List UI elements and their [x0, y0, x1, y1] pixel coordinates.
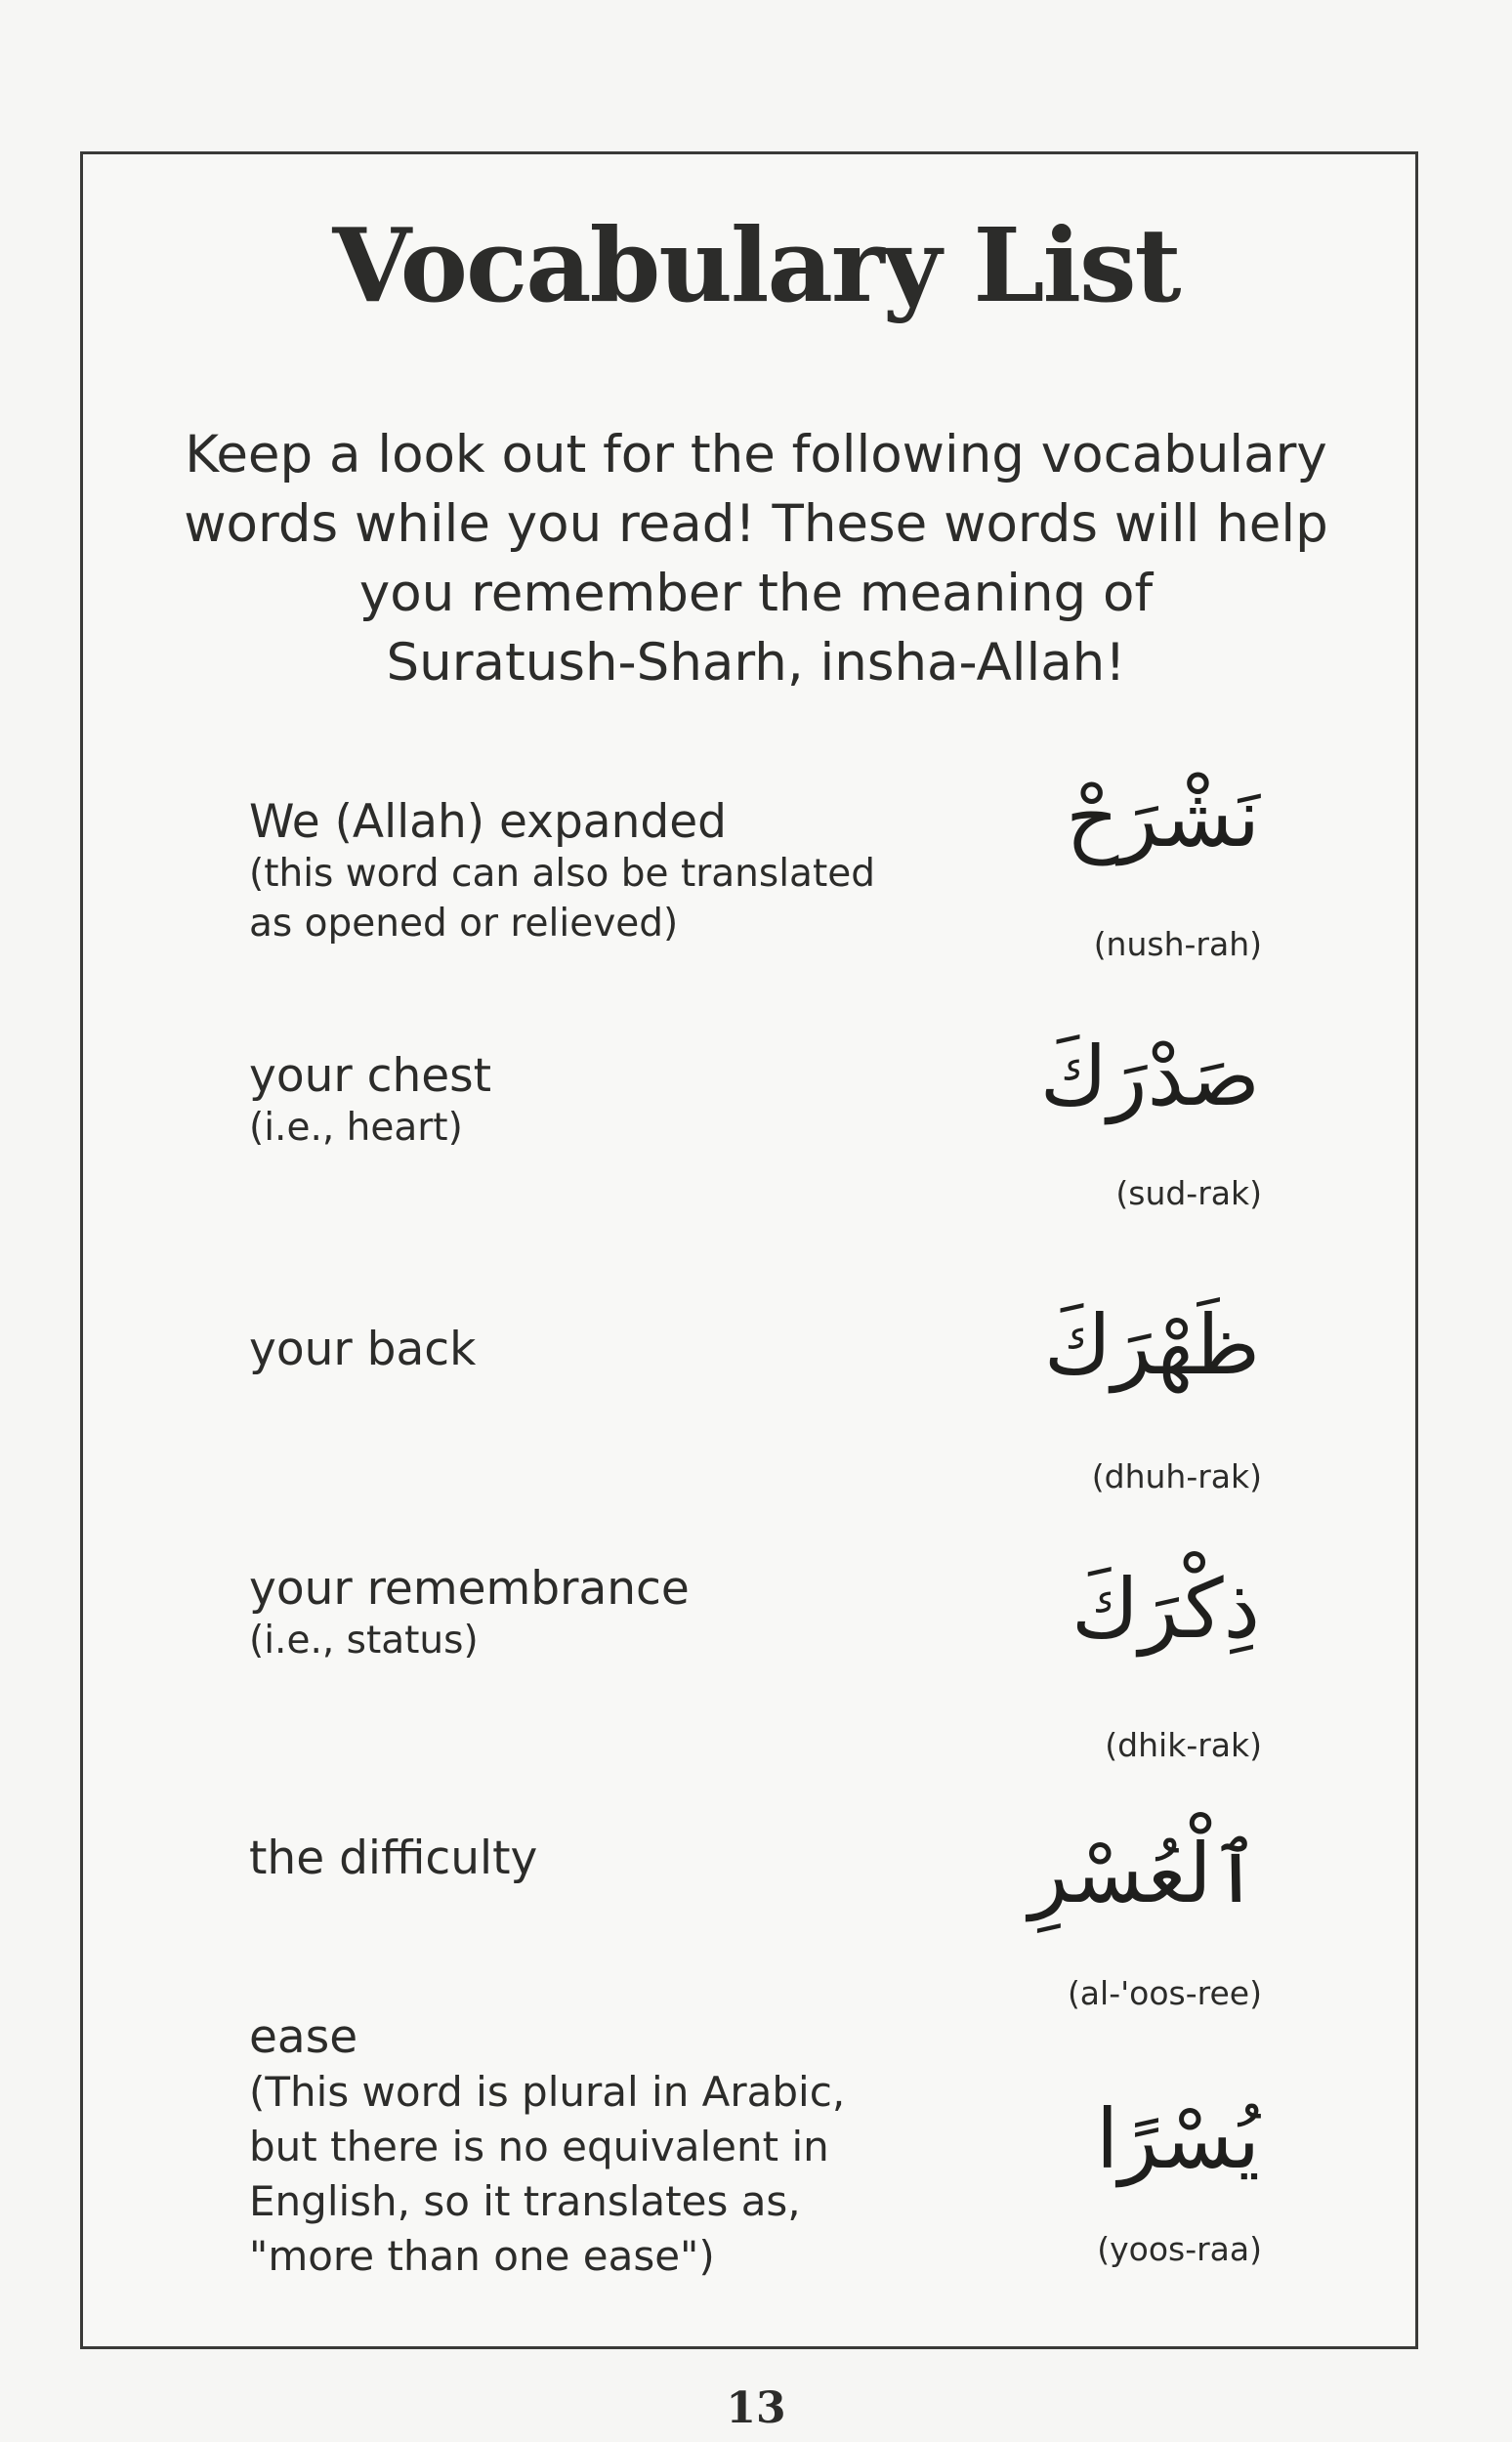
- vocab-english-block: [249, 796, 952, 948]
- vocab-arabic: يُسْرًا: [1096, 2091, 1260, 2187]
- intro-line: Suratush-Sharh, insha-Allah!: [386, 633, 1126, 693]
- vocab-english-block: [249, 1563, 952, 1665]
- intro-line: Keep a look out for the following vocabulary: [185, 425, 1327, 484]
- vocab-arabic: ذِكْرَكَ: [1071, 1561, 1260, 1657]
- vocab-note: "more than one ease"): [249, 2232, 715, 2280]
- page-number: 13: [726, 2383, 786, 2433]
- vocab-note: as opened or relieved): [249, 902, 679, 946]
- vocab-transliteration: (al-'oos-ree): [1067, 1974, 1262, 2012]
- vocab-transliteration: (nush-rah): [1093, 925, 1262, 963]
- vocab-transliteration: (dhuh-rak): [1091, 1457, 1262, 1495]
- intro-line: words while you read! These words will help: [184, 494, 1328, 554]
- intro-paragraph: [98, 420, 1414, 697]
- vocab-english: ease: [249, 2010, 358, 2064]
- vocab-note: English, so it translates as,: [249, 2177, 801, 2225]
- vocab-english-block: [249, 1324, 952, 1376]
- vocab-english: your chest: [249, 1049, 492, 1103]
- vocab-note: (i.e., status): [249, 1619, 479, 1663]
- vocab-english: your remembrance: [249, 1562, 690, 1616]
- vocab-transliteration: (yoos-raa): [1097, 2230, 1262, 2268]
- vocab-arabic: ٱلْعُسْرِ: [1029, 1826, 1260, 1921]
- vocab-note: (this word can also be translated: [249, 852, 875, 896]
- page-title: Vocabulary List: [332, 205, 1180, 325]
- vocab-arabic: صَدْرَكَ: [1039, 1029, 1260, 1124]
- vocab-note: (This word is plural in Arabic,: [249, 2068, 846, 2116]
- intro-line: you remember the meaning of: [358, 564, 1154, 623]
- vocab-english-block: [249, 2010, 952, 2284]
- vocab-transliteration: (dhik-rak): [1105, 1726, 1262, 1764]
- vocab-transliteration: (sud-rak): [1115, 1174, 1262, 1212]
- vocab-english: your back: [249, 1323, 477, 1376]
- vocab-english-block: [249, 1832, 952, 1885]
- vocab-english: We (Allah) expanded: [249, 795, 727, 849]
- vocab-english-block: [249, 1050, 952, 1153]
- vocab-arabic: ظَهْرَكَ: [1043, 1297, 1260, 1393]
- vocab-note: (i.e., heart): [249, 1106, 463, 1150]
- vocab-english: the difficulty: [249, 1832, 538, 1885]
- vocab-note: but there is no equivalent in: [249, 2123, 829, 2170]
- vocab-arabic: نَشْرَحْ: [1066, 770, 1260, 865]
